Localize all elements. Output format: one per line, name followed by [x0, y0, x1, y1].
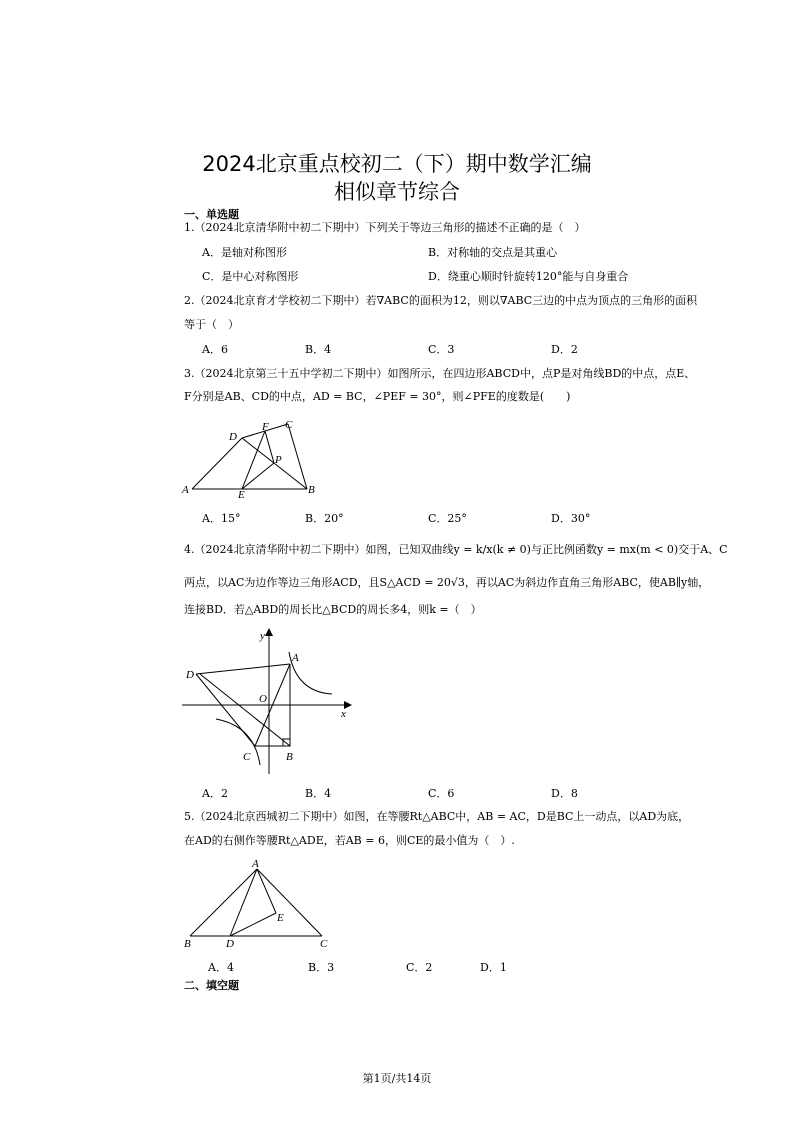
fig4-label-y: y — [260, 630, 265, 642]
question-3-option-c: C．25° — [428, 512, 467, 525]
fig3-label-d: D — [229, 431, 237, 443]
section-heading-single-choice: 一、单选题 — [184, 208, 239, 221]
question-1-option-c: C．是中心对称图形 — [202, 270, 299, 283]
page-subtitle: 相似章节综合 — [334, 180, 460, 204]
section-heading-fill-blank: 二、填空题 — [184, 979, 239, 992]
fig5-label-c: C — [320, 938, 328, 950]
question-1-option-d: D．绕重心顺时针旋转120°能与自身重合 — [428, 270, 629, 283]
question-3-option-b: B．20° — [305, 512, 344, 525]
question-3-option-d: D．30° — [551, 512, 591, 525]
question-2-option-d: D．2 — [551, 343, 578, 356]
question-4-stem-line2: 两点，以AC为边作等边三角形ACD，且S△ACD = 20√3，再以AC为斜边作直角三角形ABC，使AB∥y轴， — [184, 576, 710, 589]
question-5-option-c: C．2 — [406, 961, 433, 974]
question-2-stem-line1: 2.（2024北京育才学校初二下期中）若∇ABC的面积为12，则以∇ABC三边的中点为顶点的三角形的面积 — [184, 294, 698, 307]
question-5-figure — [180, 855, 340, 951]
question-4-stem-line3: 连接BD．若△ABD的周长比△BCD的周长多4，则k =（ ） — [184, 603, 482, 616]
question-5-stem-line2: 在AD的右侧作等腰Rt△ADE，若AB = 6，则CE的最小值为（ ）. — [184, 834, 515, 847]
fig4-label-o: O — [259, 693, 267, 705]
fig5-label-a: A — [252, 858, 259, 870]
question-4-option-c: C．6 — [428, 787, 455, 800]
fig3-label-e: E — [238, 489, 245, 500]
fig3-label-p: P — [275, 454, 282, 466]
question-3-option-a: A．15° — [202, 512, 241, 525]
fig5-label-d: D — [226, 938, 234, 950]
question-1-option-a: A．是轴对称图形 — [202, 246, 287, 259]
fig3-label-a: A — [182, 484, 189, 496]
question-5-option-a: A．4 — [208, 961, 234, 974]
fig3-label-b: B — [308, 484, 315, 496]
fig4-label-x: x — [341, 708, 346, 720]
question-5-option-b: B．3 — [308, 961, 335, 974]
fig5-label-e: E — [277, 912, 284, 924]
question-1-stem: 1.（2024北京清华附中初二下期中）下列关于等边三角形的描述不正确的是（ ） — [184, 221, 586, 234]
question-2-option-b: B．4 — [305, 343, 332, 356]
fig4-label-d: D — [186, 669, 194, 681]
question-5-stem-line1: 5.（2024北京西城初二下期中）如图，在等腰Rt△ABC中，AB = AC，D是BC上一动点，以AD为底， — [184, 810, 690, 823]
question-5-option-d: D．1 — [480, 961, 507, 974]
question-3-figure — [180, 416, 325, 500]
fig3-label-f: F — [262, 421, 269, 433]
question-4-figure — [180, 624, 355, 776]
question-4-option-a: A．2 — [202, 787, 228, 800]
question-3-stem-line1: 3.（2024北京第三十五中学初二下期中）如图所示，在四边形ABCD中，点P是对角线BD的中点，点E、 — [184, 367, 696, 380]
fig3-label-c: C — [285, 419, 293, 431]
question-2-option-a: A．6 — [202, 343, 228, 356]
question-1-option-b: B．对称轴的交点是其重心 — [428, 246, 558, 259]
question-2-stem-line2: 等于（ ） — [184, 318, 239, 331]
question-3-stem-line2: F分别是AB、CD的中点，AD = BC，∠PEF = 30°，则∠PFE的度数是( ) — [184, 390, 571, 403]
question-4-option-b: B．4 — [305, 787, 332, 800]
fig5-label-b: B — [184, 938, 191, 950]
y-axis-arrow — [265, 628, 273, 636]
fig4-label-a: A — [292, 652, 299, 664]
fig4-label-b: B — [286, 751, 293, 763]
question-4-stem-line1: 4.（2024北京清华附中初二下期中）如图，已知双曲线y = k/x(k ≠ 0)与正比例函数y = mx(m < 0)交于A、C — [184, 543, 728, 556]
question-4-option-d: D．8 — [551, 787, 578, 800]
question-2-option-c: C．3 — [428, 343, 455, 356]
fig4-label-c: C — [243, 751, 251, 763]
page-title: 2024北京重点校初二（下）期中数学汇编 — [202, 152, 592, 176]
page-footer: 第1页/共14页 — [362, 1072, 432, 1085]
